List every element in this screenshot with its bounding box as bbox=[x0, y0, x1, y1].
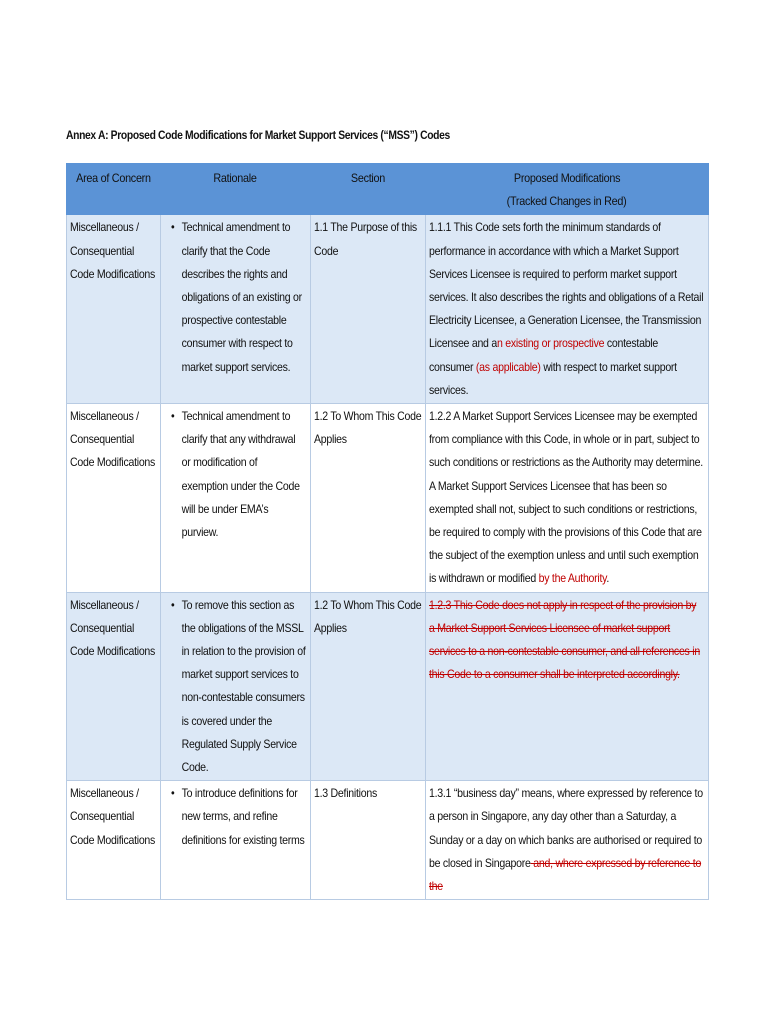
area-cell: Miscellaneous / Consequential Code Modifications bbox=[67, 592, 161, 781]
tracked-insertion: n existing or prospective bbox=[496, 336, 605, 351]
section-cell: 1.2 To Whom This Code Applies bbox=[311, 592, 426, 781]
tracked-insertion: (as applicable) bbox=[475, 359, 541, 374]
tracked-deletion: and, where expressed by reference to the bbox=[429, 855, 702, 894]
table-row bbox=[67, 592, 709, 781]
bullet-icon: • bbox=[171, 597, 175, 612]
header-area-of-concern: Area of Concern bbox=[67, 164, 161, 215]
rationale-cell: • To introduce definitions for new terms, and refine definitions for existing terms bbox=[161, 781, 311, 900]
rationale-cell: • Technical amendment to clarify that any withdrawal or modification of exemption under the Code will be under EMA’s purview. bbox=[161, 404, 311, 593]
bullet-icon: • bbox=[171, 409, 175, 424]
modification-cell bbox=[426, 592, 709, 781]
rationale-cell: • To remove this section as the obligations of the MSSL in relation to the provision of market support services to non-contestable consumers is covered under the Regulated Supply Service Code. bbox=[161, 592, 311, 781]
table-row bbox=[67, 404, 709, 593]
table-row bbox=[67, 781, 709, 900]
area-cell: Miscellaneous / Consequential Code Modifications bbox=[67, 404, 161, 593]
table-row bbox=[67, 215, 709, 404]
modification-cell: 1.2.2 A Market Support Services Licensee may be exempted from compliance with this Code, in whole or in part, subject to such conditions or restrictions as the Authority may determine. A Market Support Services Licensee that has been so exempted shall not, subject to such conditions or restrictions, be required to comply with the provisions of this Code that are the subject of the exemption unless and until such exemption is withdrawn or modified by the Authority. bbox=[426, 404, 709, 593]
modification-cell: 1.1.1 This Code sets forth the minimum standards of performance in accordance with which a Market Support Services Licensee is required to perform market support services. It also describes the rights and obligations of a Retail Electricity Licensee, a Generation Licensee, the Transmission Licensee and an existing or prospective contestable consumer (as applicable) with respect to market support services. bbox=[426, 215, 709, 404]
modifications-table bbox=[66, 163, 709, 900]
bullet-icon: • bbox=[171, 786, 175, 801]
table-header-row bbox=[67, 164, 709, 215]
tracked-deletion: 1.2.3 This Code does not apply in respect of the provision by a Market Support Services Licensee of market support services to a non-contestable consumer, and all references in this Code to a consumer shall be interpreted accordingly. bbox=[429, 597, 700, 682]
section-cell: 1.1 The Purpose of this Code bbox=[311, 215, 426, 404]
area-cell: Miscellaneous / Consequential Code Modifications bbox=[67, 781, 161, 900]
section-cell: 1.3 Definitions bbox=[311, 781, 426, 900]
header-section: Section bbox=[311, 164, 426, 215]
area-cell: Miscellaneous / Consequential Code Modifications bbox=[67, 215, 161, 404]
bullet-icon: • bbox=[171, 220, 175, 235]
header-rationale: Rationale bbox=[161, 164, 311, 215]
annex-title: Annex A: Proposed Code Modifications for Market Support Services (“MSS”) Codes bbox=[66, 128, 450, 142]
tracked-insertion: by the Authority bbox=[538, 571, 607, 586]
rationale-cell: • Technical amendment to clarify that the Code describes the rights and obligations of an existing or prospective contestable consumer with respect to market support services. bbox=[161, 215, 311, 404]
section-cell: 1.2 To Whom This Code Applies bbox=[311, 404, 426, 593]
modification-cell: 1.3.1 “business day” means, where expressed by reference to a person in Singapore, any day other than a Saturday, a Sunday or a day on which banks are authorised or required to be closed in Singapore and, where expressed by reference to the bbox=[426, 781, 709, 900]
header-proposed-modifications: Proposed Modifications (Tracked Changes in Red) bbox=[426, 164, 709, 215]
